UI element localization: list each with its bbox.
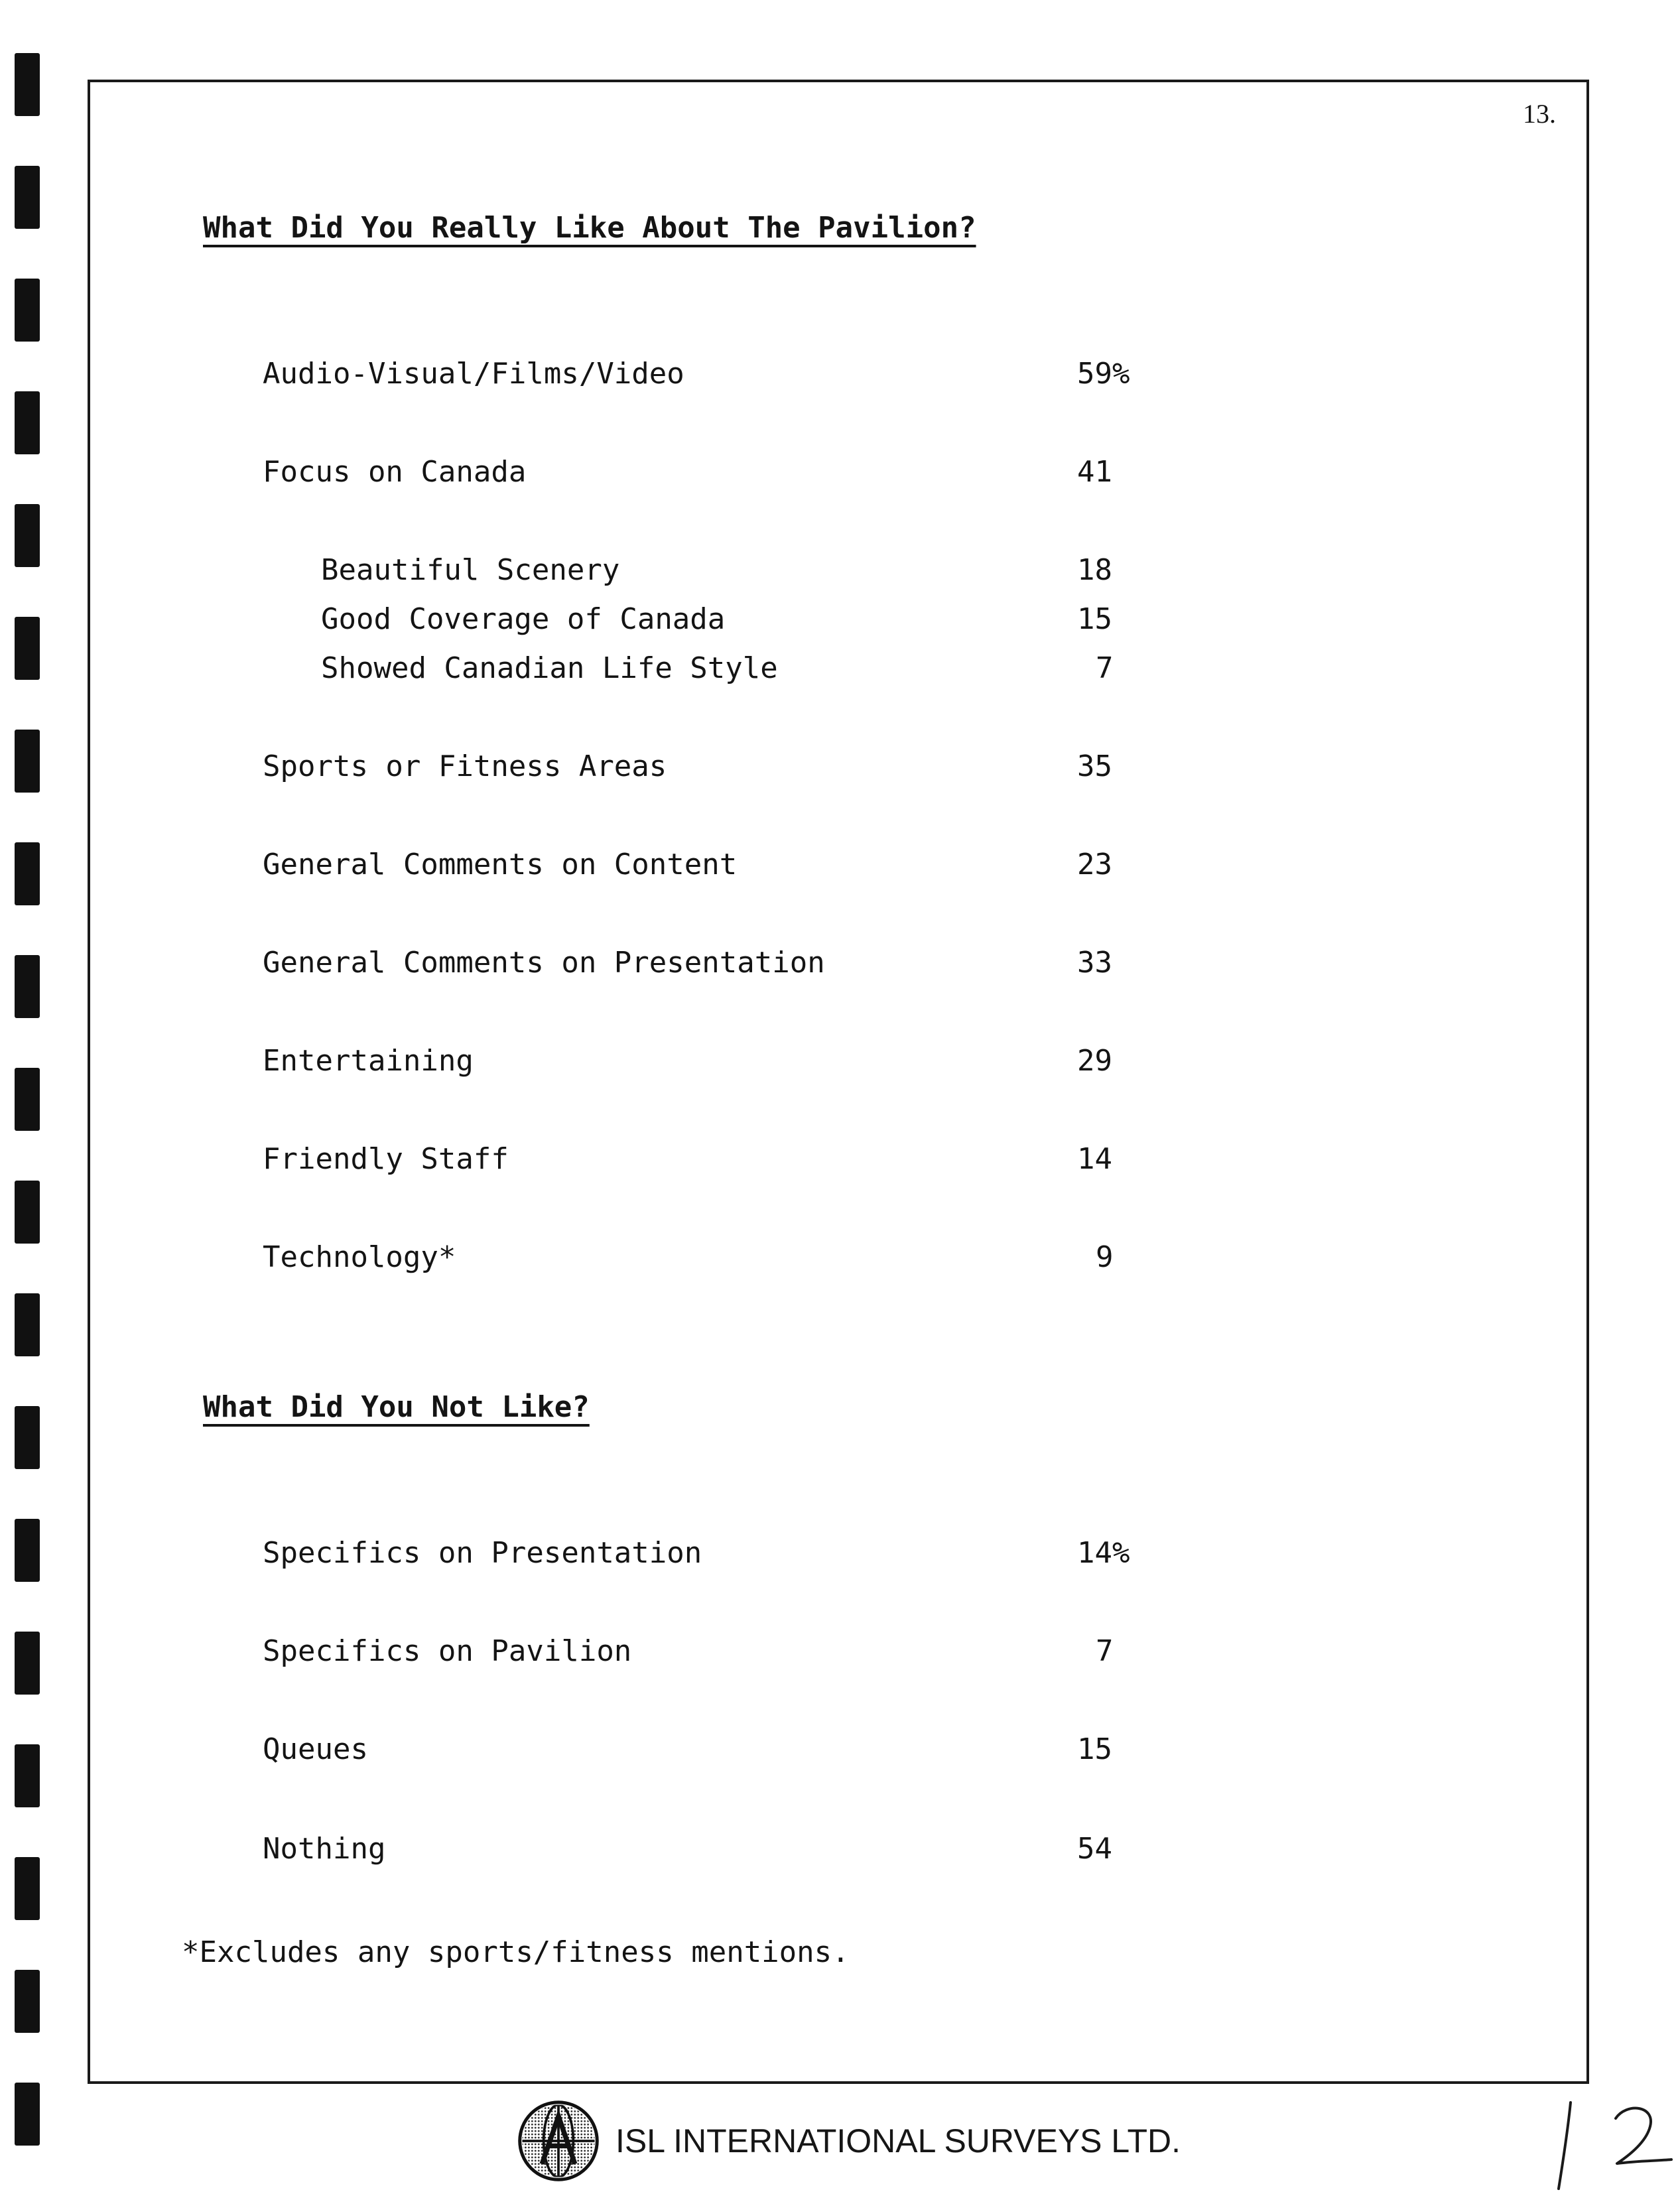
- list-item: [0, 1044, 1680, 1081]
- item-value: 14%: [1077, 1536, 1130, 1570]
- item-label: Sports or Fitness Areas: [263, 749, 667, 783]
- list-item-sub: [0, 553, 1680, 590]
- binding-hole: [15, 2083, 40, 2146]
- item-value: 7: [1096, 651, 1114, 685]
- binding-hole: [15, 1181, 40, 1244]
- list-item: [0, 1832, 1680, 1869]
- page-number: 13.: [1523, 99, 1556, 129]
- item-label: Entertaining: [263, 1044, 474, 1078]
- item-label: Friendly Staff: [263, 1142, 509, 1176]
- item-label: Nothing: [263, 1832, 386, 1866]
- item-label: General Comments on Presentation: [263, 946, 825, 980]
- item-value: 35: [1077, 749, 1112, 783]
- item-label: Technology*: [263, 1240, 456, 1274]
- item-value: 7: [1096, 1634, 1114, 1668]
- list-item: [0, 357, 1680, 394]
- section-heading-liked: What Did You Really Like About The Pavilion?: [203, 211, 976, 245]
- list-item-sub: [0, 651, 1680, 688]
- list-item-sub: [0, 602, 1680, 639]
- footnote: *Excludes any sports/fitness mentions.: [182, 1935, 850, 1969]
- item-value: 33: [1077, 946, 1112, 980]
- item-label: Showed Canadian Life Style: [321, 651, 778, 685]
- binding-hole: [15, 166, 40, 229]
- list-item: [0, 1240, 1680, 1277]
- handwritten-mark: [1539, 2089, 1678, 2194]
- binding-hole: [15, 1293, 40, 1356]
- item-value: 23: [1077, 848, 1112, 881]
- item-label: General Comments on Content: [263, 848, 738, 881]
- item-label: Specifics on Pavilion: [263, 1634, 632, 1668]
- company-name: ISL INTERNATIONAL SURVEYS LTD.: [615, 2122, 1181, 2160]
- item-value: 15: [1077, 602, 1112, 636]
- list-item: [0, 1634, 1680, 1671]
- list-item: [0, 1732, 1680, 1770]
- item-label: Focus on Canada: [263, 455, 527, 489]
- binding-hole: [15, 279, 40, 342]
- item-value: 14: [1077, 1142, 1112, 1176]
- binding-hole: [15, 1406, 40, 1469]
- list-item: [0, 1536, 1680, 1573]
- binding-hole: [15, 1970, 40, 2033]
- item-value: 29: [1077, 1044, 1112, 1078]
- item-value: 15: [1077, 1732, 1112, 1766]
- item-label: Queues: [263, 1732, 368, 1766]
- list-item: [0, 946, 1680, 983]
- item-label: Audio-Visual/Films/Video: [263, 357, 684, 391]
- binding-hole: [15, 391, 40, 454]
- item-value: 9: [1096, 1240, 1114, 1274]
- footer: [517, 2098, 1181, 2184]
- list-item: [0, 848, 1680, 885]
- item-value: 41: [1077, 455, 1112, 489]
- list-item: [0, 749, 1680, 787]
- section-heading-disliked: What Did You Not Like?: [203, 1390, 590, 1424]
- item-label: Good Coverage of Canada: [321, 602, 726, 636]
- binding-hole: [15, 53, 40, 116]
- list-item: [0, 455, 1680, 492]
- item-value: 54: [1077, 1832, 1112, 1866]
- item-value: 18: [1077, 553, 1112, 587]
- item-value: 59%: [1077, 357, 1130, 391]
- item-label: Beautiful Scenery: [321, 553, 620, 587]
- globe-logo-icon: [517, 2100, 600, 2182]
- list-item: [0, 1142, 1680, 1179]
- item-label: Specifics on Presentation: [263, 1536, 702, 1570]
